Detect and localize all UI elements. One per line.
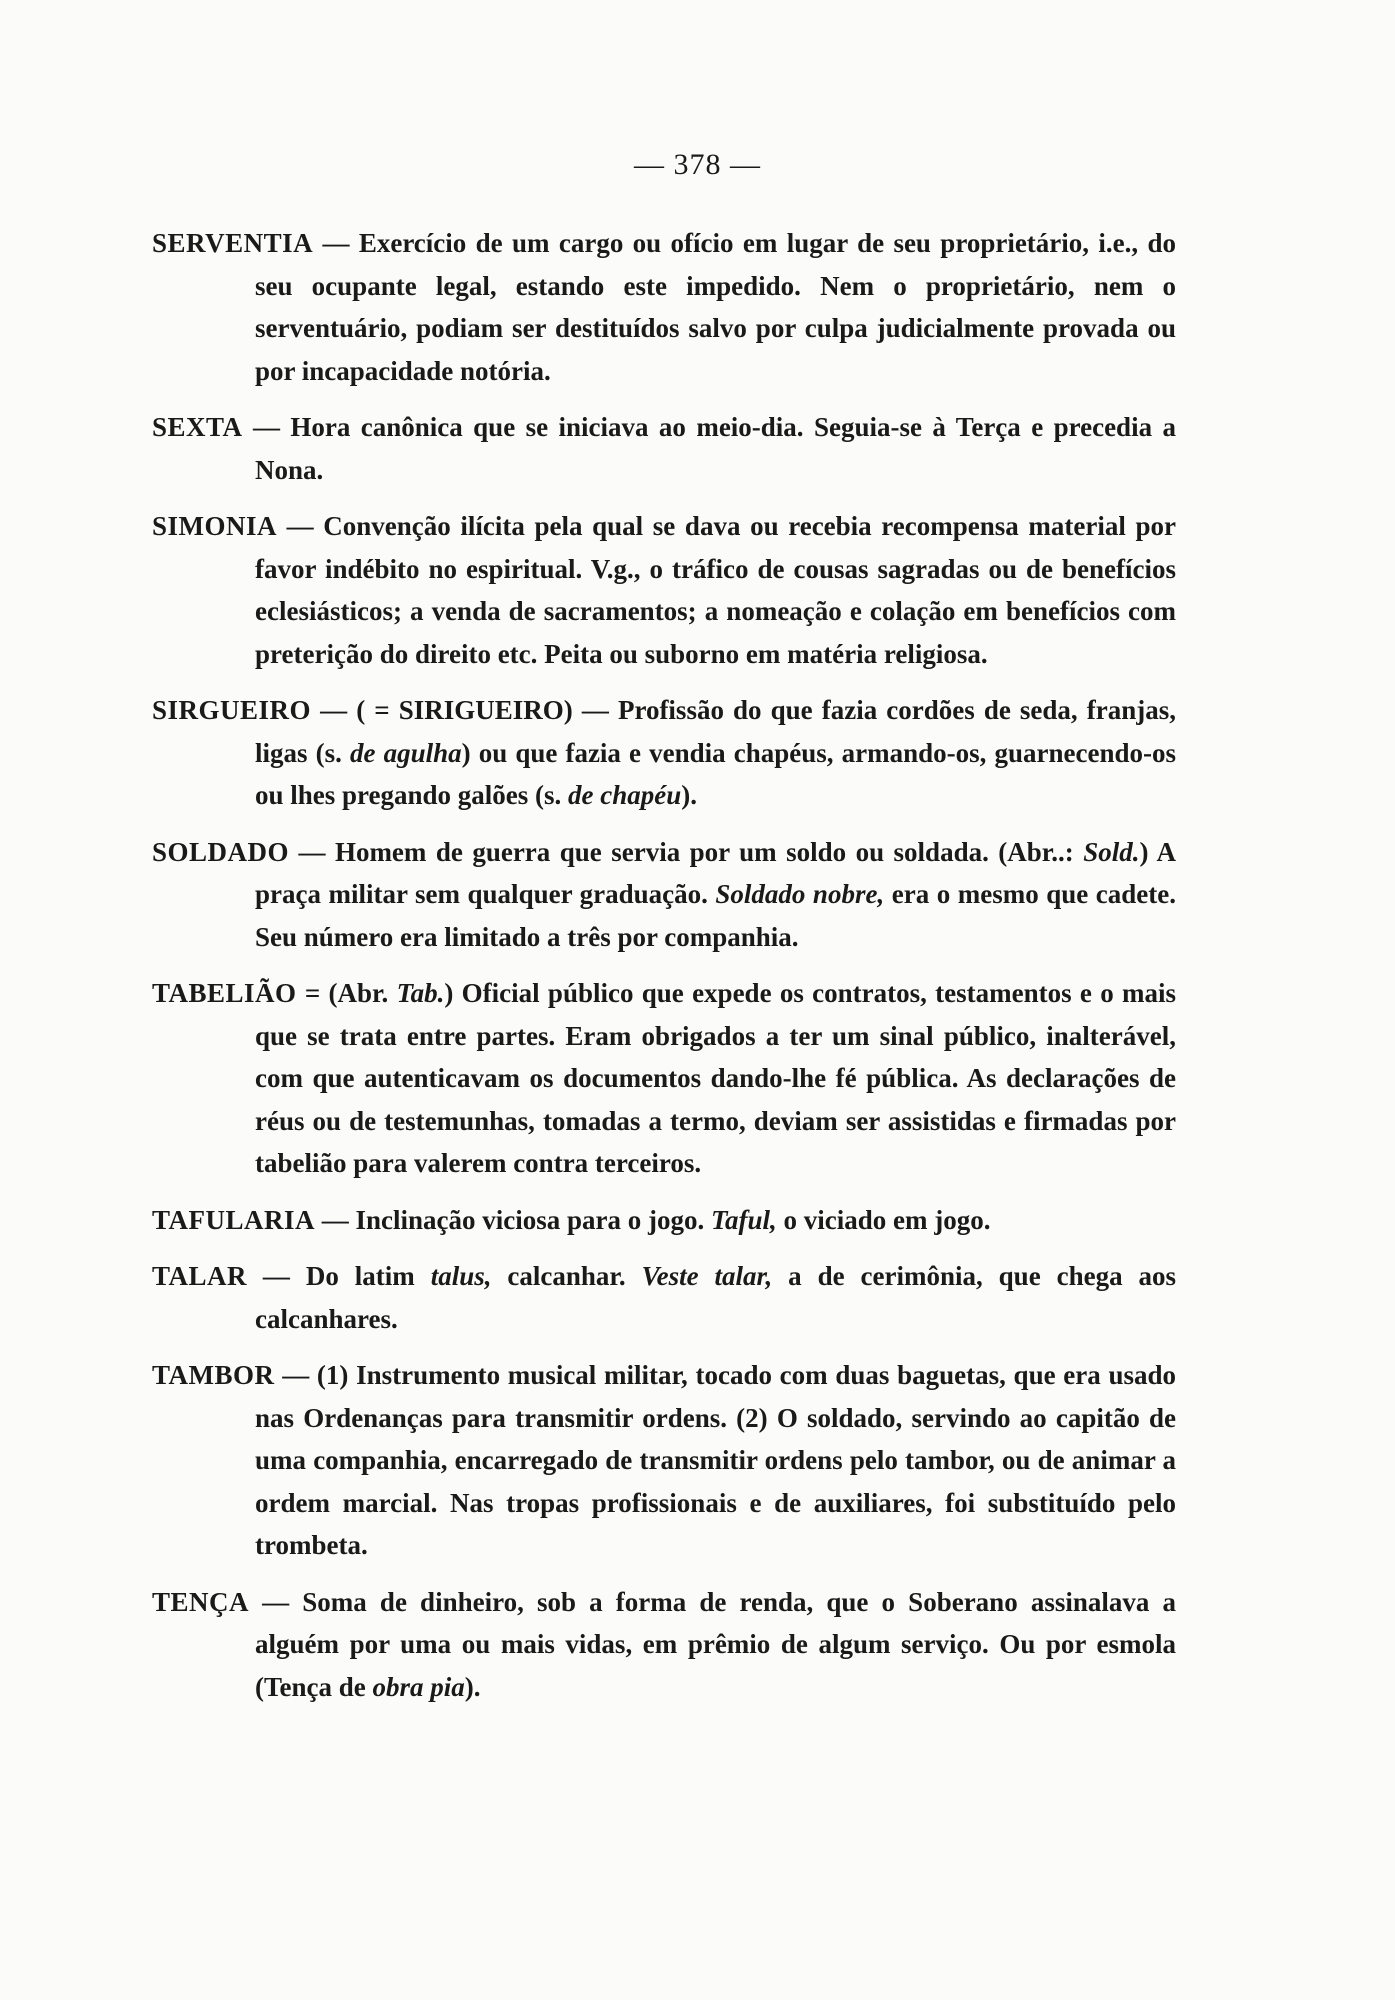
glossary-entry <box>152 1354 1176 1567</box>
glossary-entry <box>152 1199 1176 1242</box>
entry-term: TAMBOR <box>152 1360 275 1390</box>
entry-definition: — Inclinação viciosa para o jogo. Taful, o viciado em jogo. <box>315 1204 991 1235</box>
entry-term: SOLDADO <box>152 836 290 867</box>
entry-term: TABELIÃO <box>152 978 297 1008</box>
glossary-entry <box>152 831 1176 959</box>
entry-definition: — Do latim talus, calcanhar. Veste talar, a de cerimônia, que chega aos calcanhares. <box>247 1261 1177 1334</box>
entry-definition: = (Abr. Tab.) Oficial público que expede os contratos, testamentos e o mais que se trata entre partes. Eram obrigados a ter um sinal público, inalterável, com que autenticavam os documentos dando-lhe fé pública. As declarações de réus ou de testemunhas, tomadas a termo, deviam ser assistidas e firmadas por tabelião para valerem contra terceiros. <box>255 978 1177 1178</box>
entry-definition: — Hora canônica que se iniciava ao meio-dia. Seguia-se à Terça e precedia a Nona. <box>242 412 1176 485</box>
page-number: — 378 — <box>634 148 761 181</box>
glossary-entry <box>152 505 1176 675</box>
entry-term: SIRGUEIRO <box>152 695 312 725</box>
glossary-entry <box>152 222 1176 392</box>
entry-definition: — Exercício de um cargo ou ofício em lugar de seu proprietário, i.e., do seu ocupante legal, estando este impedido. Nem o proprietário, nem o serventuário, podiam ser destituídos salvo por culpa judicialmente provada ou por incapacidade notória. <box>255 228 1176 386</box>
glossary-entry <box>152 689 1176 817</box>
glossary-entries <box>152 222 1176 1722</box>
entry-definition: — Convenção ilícita pela qual se dava ou recebia recompensa material por favor indébito no espiritual. V.g., o tráfico de cousas sagradas ou de benefícios eclesiásticos; a venda de sacramentos; a nomeação e colação em benefícios com preterição do direito etc. Peita ou suborno em matéria religiosa. <box>255 511 1176 669</box>
glossary-entry <box>152 406 1176 491</box>
entry-definition: — ( = SIRIGUEIRO) — Profissão do que fazia cordões de seda, franjas, ligas (s. de agulha) ou que fazia e vendia chapéus, armando-os, guarnecendo-os ou lhes pregando galões (s. de chapéu). <box>255 695 1176 810</box>
entry-term: SEXTA <box>152 412 243 442</box>
entry-term: SIMONIA <box>152 511 278 541</box>
glossary-entry <box>152 1581 1176 1709</box>
entry-definition: — (1) Instrumento musical militar, tocado com duas baguetas, que era usado nas Ordenanças para transmitir ordens. (2) O soldado, servindo ao capitão de uma companhia, encarregado de transmitir ordens pelo tambor, ou de animar a ordem marcial. Nas tropas profissionais e de auxiliares, foi substituído pelo trombeta. <box>255 1360 1176 1560</box>
entry-term: TENÇA <box>152 1586 250 1617</box>
entry-definition: — Soma de dinheiro, sob a forma de renda, que o Soberano assinalava a alguém por uma ou mais vidas, em prêmio de algum serviço. Ou por esmola (Tença de obra pia). <box>249 1586 1176 1702</box>
entry-term: TALAR <box>152 1261 248 1291</box>
glossary-entry <box>152 1255 1176 1340</box>
entry-definition: — Homem de guerra que servia por um soldo ou soldada. (Abr..: Sold.) A praça militar sem qualquer graduação. Soldado nobre, era o mesmo que cadete. Seu número era limitado a três por companhia. <box>255 836 1177 952</box>
glossary-entry <box>152 972 1176 1185</box>
entry-term: TAFULARIA <box>152 1204 316 1235</box>
entry-term: SERVENTIA <box>152 228 314 258</box>
